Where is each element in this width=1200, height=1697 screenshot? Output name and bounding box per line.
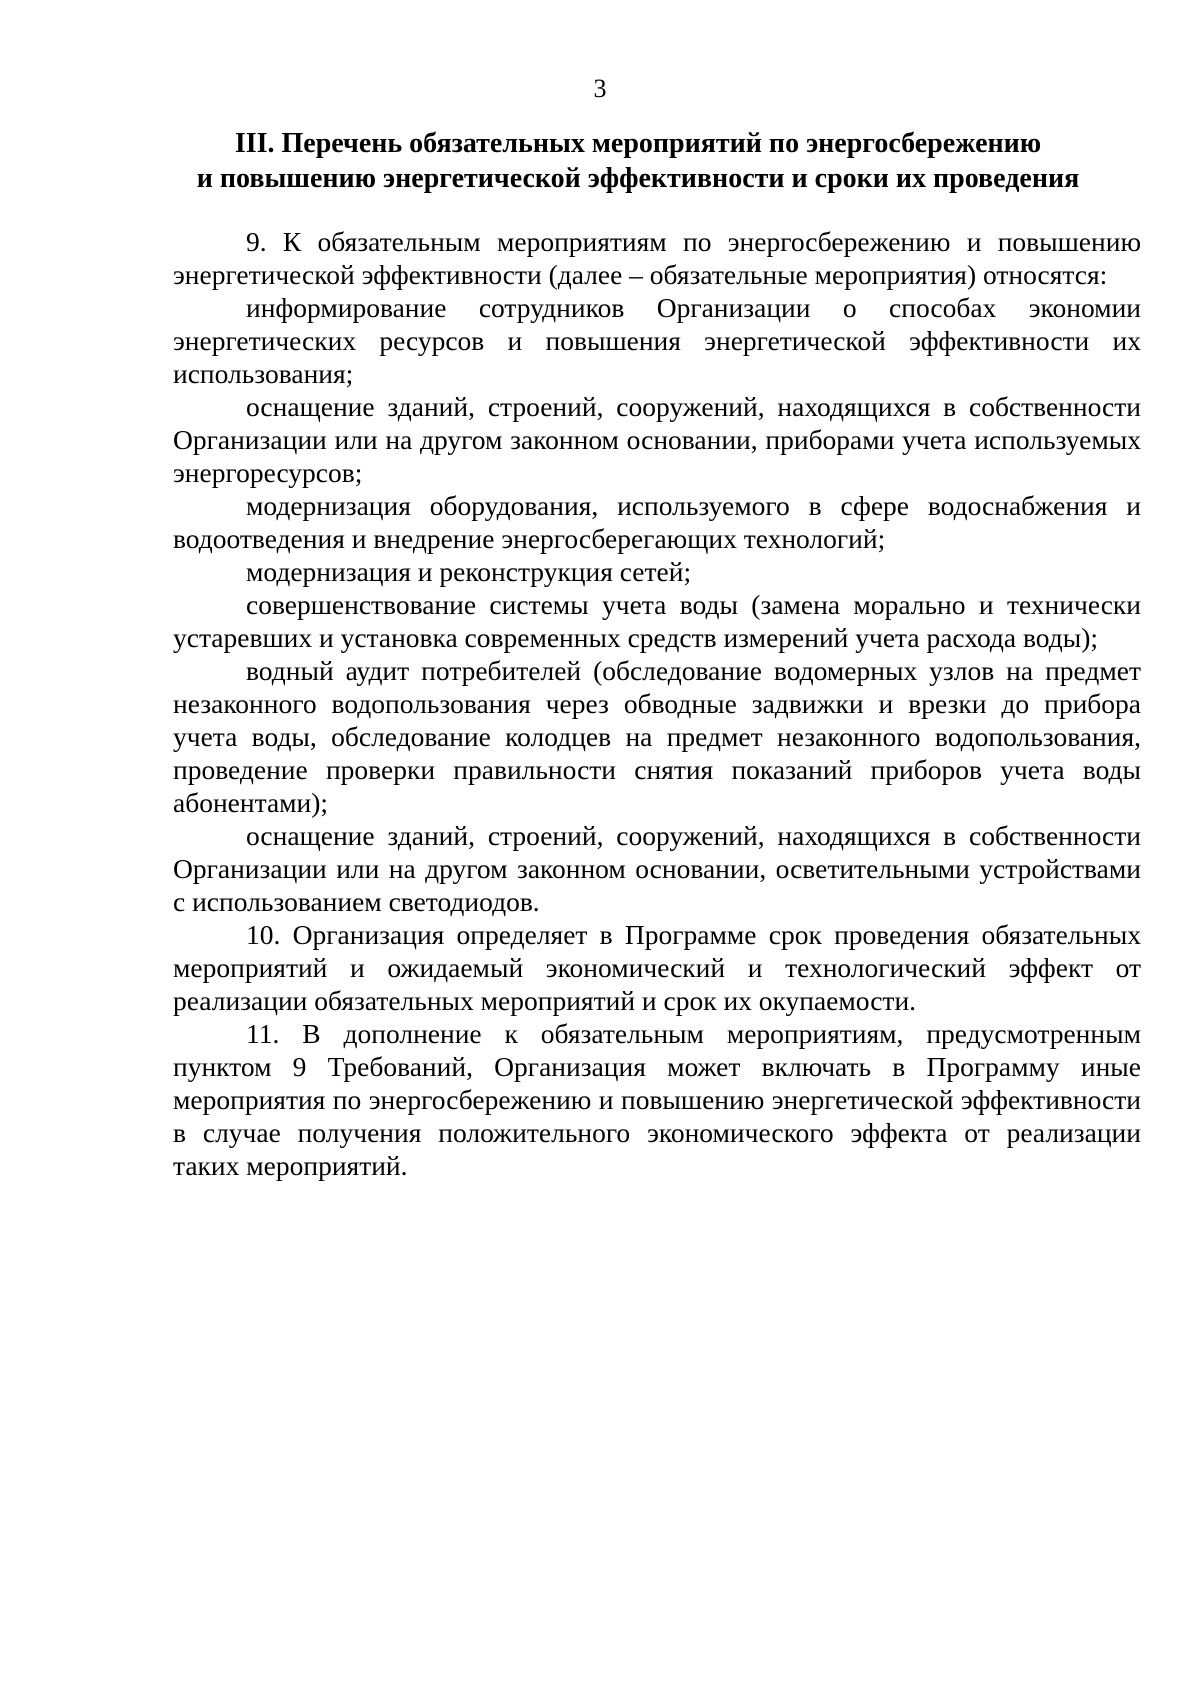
section-heading-line-2: и повышению энергетической эффективности и сроки их проведения <box>196 163 1080 194</box>
paragraph-led-lighting: оснащение зданий, строений, сооружений, находящихся в собственности Организации или на другом законном основании, осветительными устройствами с использованием светодиодов. <box>173 820 1141 917</box>
paragraph-water-accounting: совершенствование системы учета воды (замена морально и технически устаревших и установка современных средств измерений учета расхода воды); <box>173 589 1141 653</box>
section-heading <box>160 126 1116 196</box>
paragraph-network-reconstruction: модернизация и реконструкция сетей; <box>246 556 692 587</box>
paragraph-metering-devices: оснащение зданий, строений, сооружений, находящихся в собственности Организации или на другом законном основании, приборами учета используемых энергоресурсов; <box>173 391 1141 488</box>
paragraph-water-audit: водный аудит потребителей (обследование водомерных узлов на предмет незаконного водопользования через обводные задвижки и врезки до прибора учета воды, обследование колодцев на предмет незаконного водопользования, проведение проверки правильности снятия показаний приборов учета воды абонентами); <box>173 655 1141 818</box>
page-number: 3 <box>593 74 607 103</box>
paragraph-informing-staff: информирование сотрудников Организации о способах экономии энергетических ресурсов и повышения энергетической эффективности их использования; <box>173 292 1141 389</box>
paragraph-item-9: 9. К обязательным мероприятиям по энергосбережению и повышению энергетической эффективности (далее – обязательные мероприятия) относятся: <box>173 226 1141 290</box>
section-heading-line-1: III. Перечень обязательных мероприятий по энергосбережению <box>234 128 1042 159</box>
paragraph-equipment-modernization: модернизация оборудования, используемого в сфере водоснабжения и водоотведения и внедрение энергосберегающих технологий; <box>173 490 1141 554</box>
paragraph-item-11: 11. В дополнение к обязательным мероприятиям, предусмотренным пунктом 9 Требований, Организация может включать в Программу иные мероприятия по энергосбережению и повышению энергетической эффективности в случае получения положительного экономического эффекта от реализации таких мероприятий. <box>173 1018 1141 1181</box>
paragraph-item-10: 10. Организация определяет в Программе срок проведения обязательных мероприятий и ожидаемый экономический и технологический эффект от реализации обязательных мероприятий и срок их окупаемости. <box>173 919 1141 1016</box>
document-body <box>173 225 1141 1182</box>
